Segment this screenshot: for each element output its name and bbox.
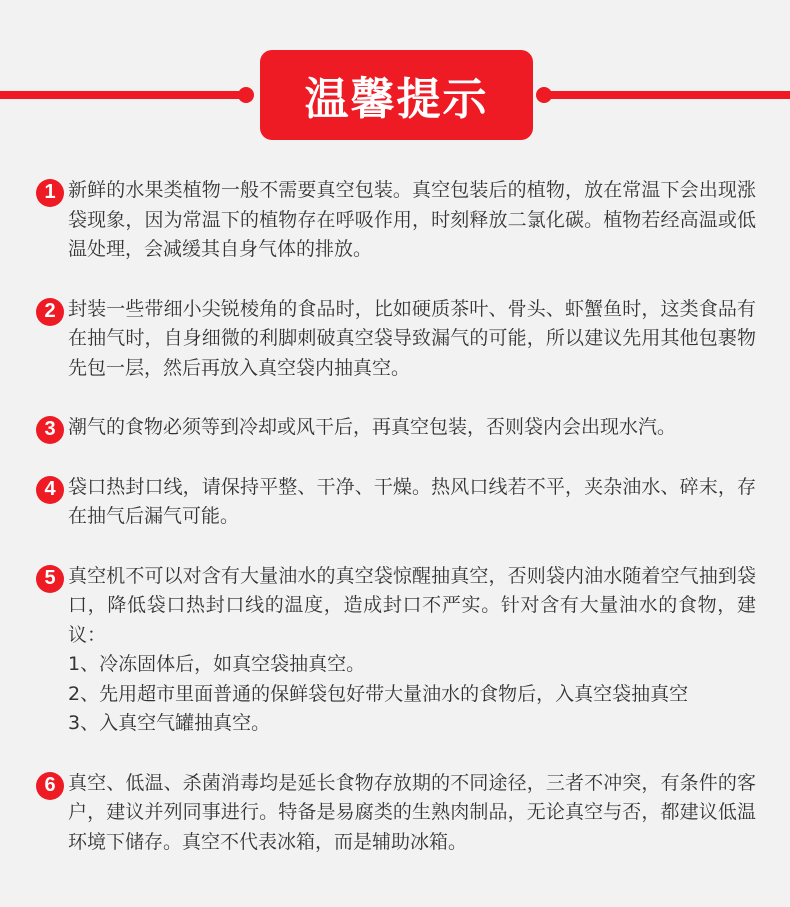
tip-item bbox=[36, 176, 756, 265]
tip-item bbox=[36, 473, 756, 532]
left-divider-dot bbox=[238, 87, 254, 103]
right-divider-line bbox=[545, 91, 790, 99]
tip-item bbox=[36, 562, 756, 739]
left-divider-line bbox=[0, 91, 245, 99]
tip-sub-item: 3、入真空气罐抽真空。 bbox=[68, 712, 271, 734]
tip-text: 潮气的食物必须等到冷却或风干后，再真空包装，否则袋内会出现水汽。 bbox=[68, 416, 677, 438]
tip-number-badge: 6 bbox=[36, 772, 64, 800]
tip-number-badge: 4 bbox=[36, 476, 64, 504]
tip-text: 封装一些带细小尖锐棱角的食品时，比如硬质茶叶、骨头、虾蟹鱼时，这类食品有在抽气时，自身细微的利脚刺破真空袋导致漏气的可能，所以建议先用其他包裹物先包一层，然后再放入真空袋内抽真空。 bbox=[68, 297, 756, 379]
tip-text: 真空机不可以对含有大量油水的真空袋惊醒抽真空，否则袋内油水随着空气抽到袋口，降低袋口热封口线的温度，造成封口不严实。针对含有大量油水的食物，建议： bbox=[68, 564, 756, 646]
tip-number-badge: 2 bbox=[36, 298, 64, 326]
page-title: 温馨提示 bbox=[260, 50, 533, 140]
tip-text: 袋口热封口线，请保持平整、干净、干燥。热风口线若不平，夹杂油水、碎末，存在抽气后漏气可能。 bbox=[68, 475, 756, 527]
tip-sub-item: 1、冷冻固体后，如真空袋抽真空。 bbox=[68, 653, 366, 675]
tip-number-badge: 5 bbox=[36, 565, 64, 593]
tip-number-badge: 3 bbox=[36, 416, 64, 444]
tip-text: 新鲜的水果类植物一般不需要真空包装。真空包装后的植物，放在常温下会出现涨袋现象，因为常温下的植物存在呼吸作用，时刻释放二氯化碳。植物若经高温或低温处理，会减缓其自身气体的排放。 bbox=[68, 179, 756, 260]
tip-number-badge: 1 bbox=[36, 179, 64, 207]
tips-list bbox=[36, 176, 756, 887]
tip-item bbox=[36, 769, 756, 858]
tip-text: 真空、低温、杀菌消毒均是延长食物存放期的不同途径，三者不冲突，有条件的客户，建议并列同事进行。特备是易腐类的生熟肉制品，无论真空与否，都建议低温环境下储存。真空不代表冰箱，而是辅助冰箱。 bbox=[68, 771, 756, 853]
tip-item bbox=[36, 295, 756, 384]
tip-sub-item: 2、先用超市里面普通的保鲜袋包好带大量油水的食物后，入真空袋抽真空 bbox=[68, 682, 689, 705]
header-banner bbox=[0, 50, 790, 140]
tip-item bbox=[36, 413, 756, 443]
